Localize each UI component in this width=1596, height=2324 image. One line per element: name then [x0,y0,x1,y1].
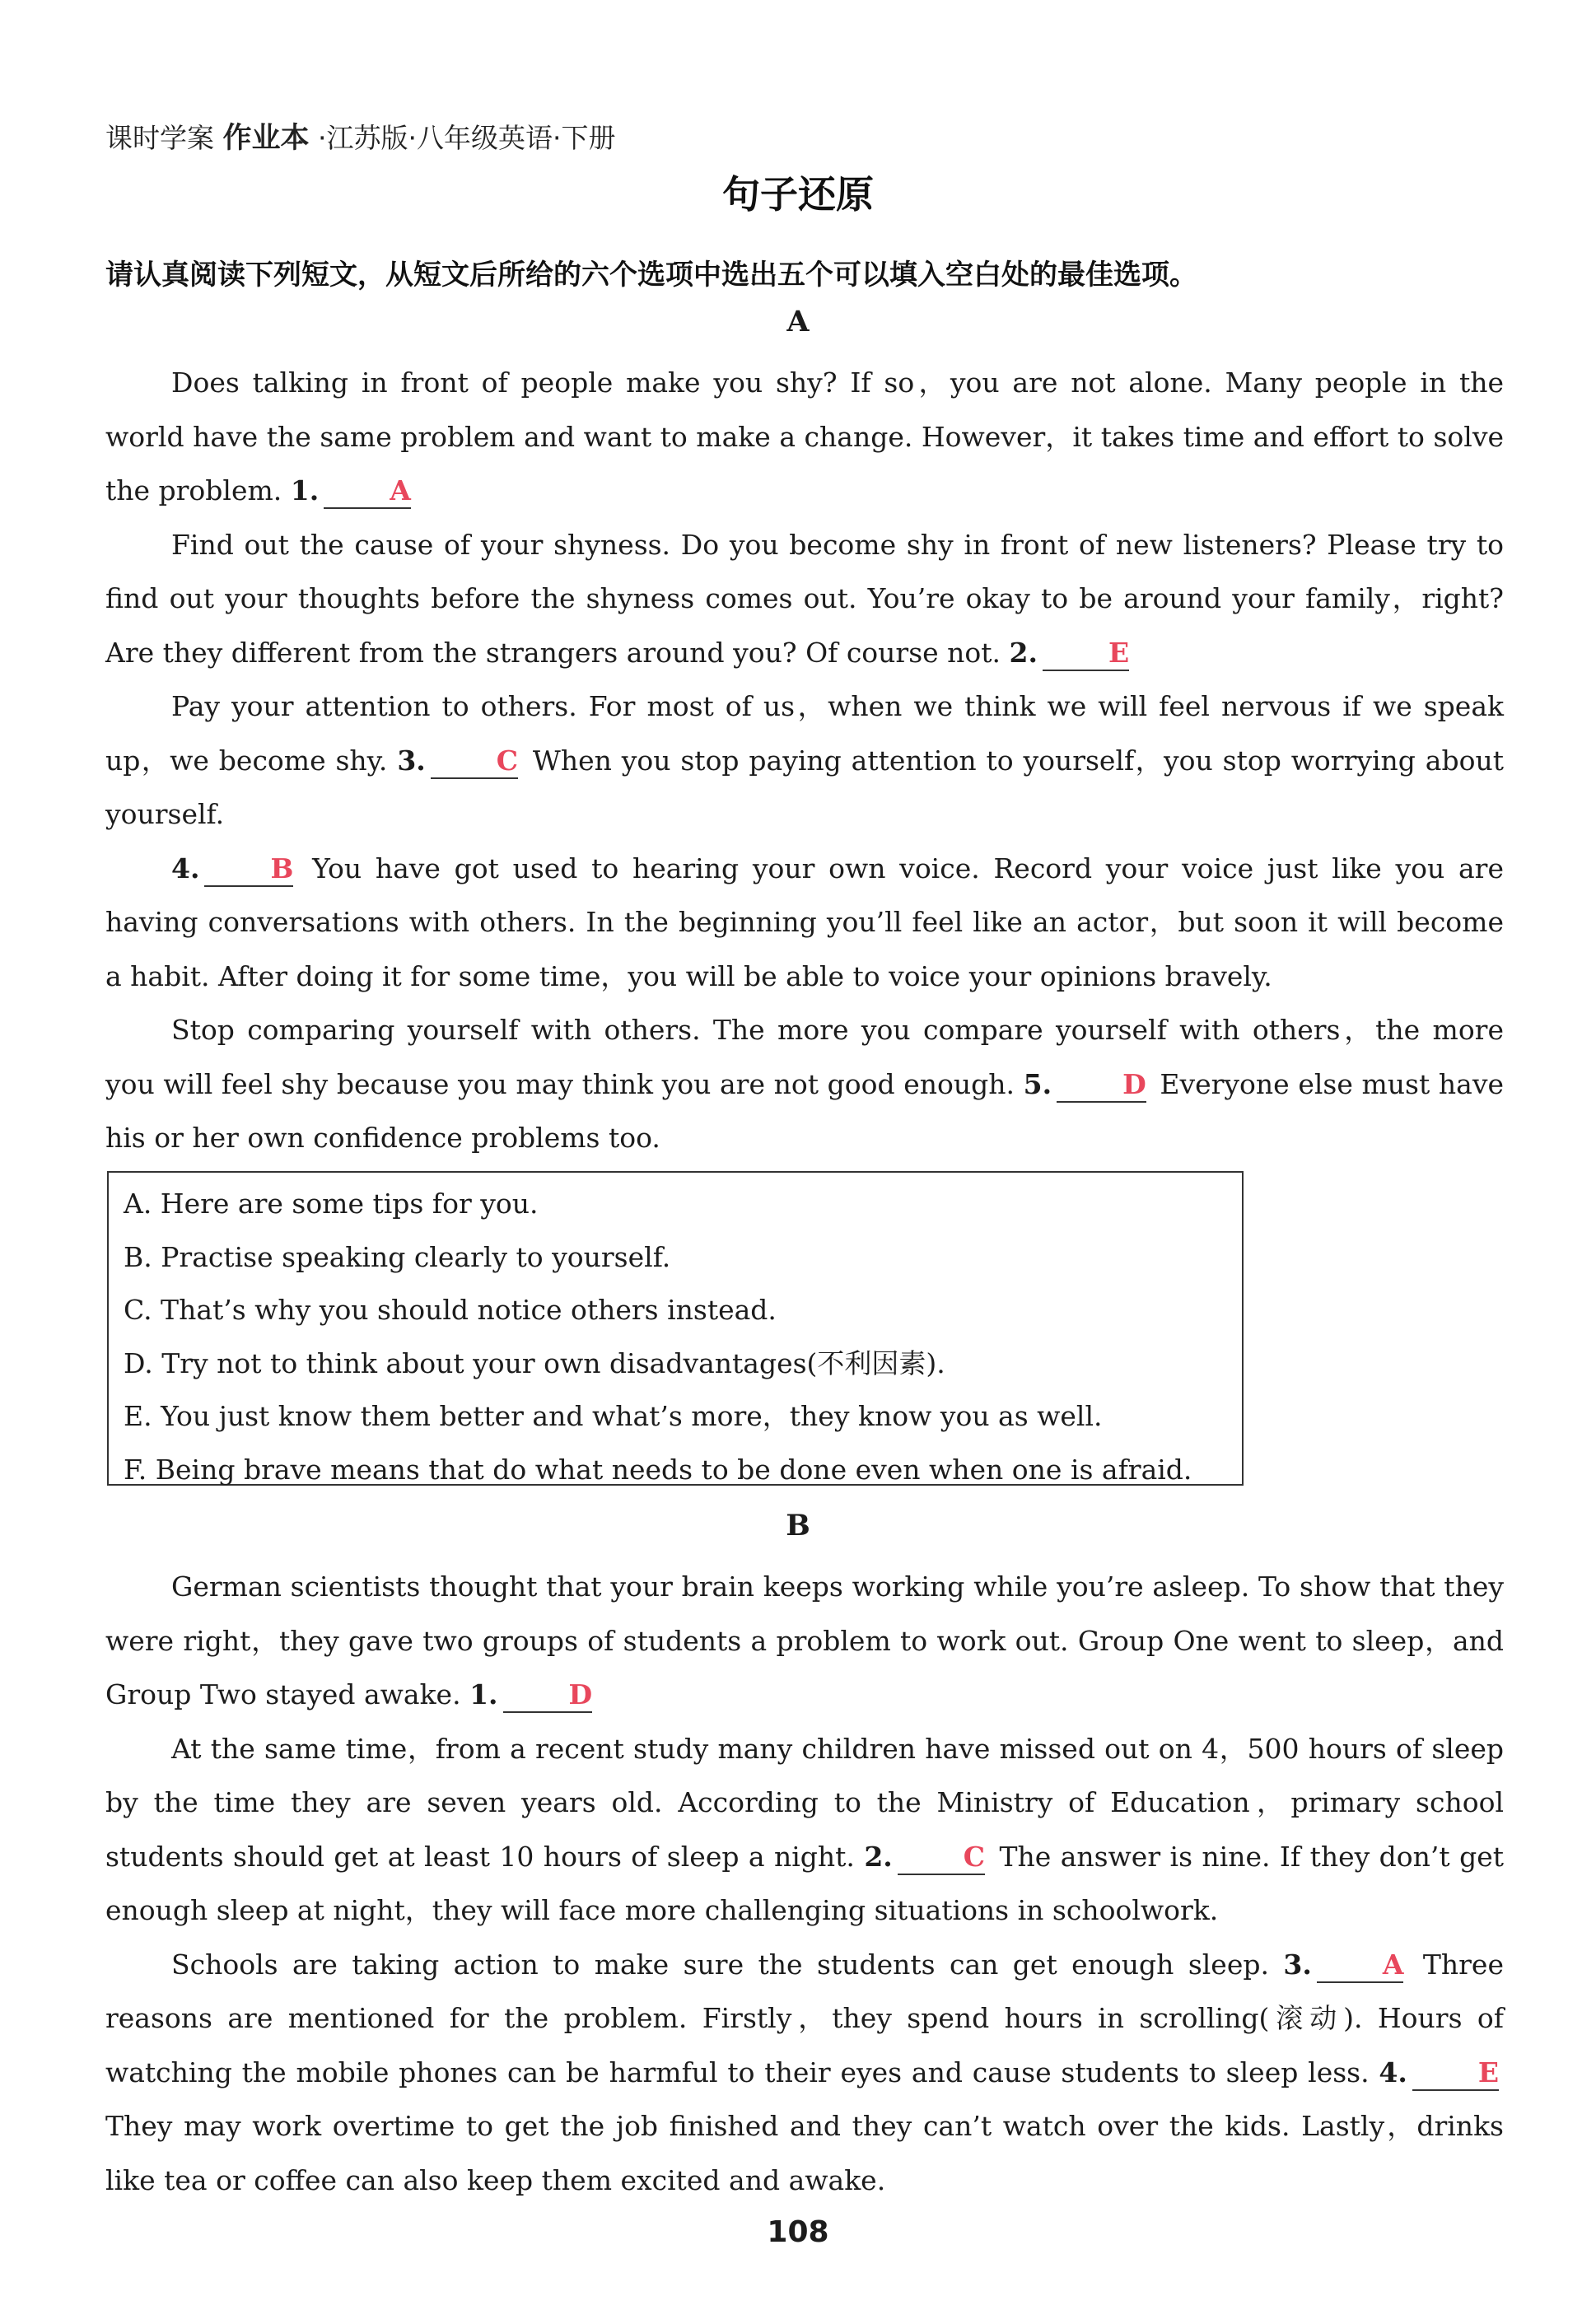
options-box [107,1171,1244,1486]
header-bold: 作业本 [222,122,310,155]
answer-mark: D [1122,1067,1146,1100]
answer-blank [431,744,518,779]
answer-mark: E [1477,2056,1499,2088]
b-paragraph-3: Schools are taking action to make sure the students can get enough sleep. 3. A Three reasons are mentioned for the problem. Firstly，they spend hours in scrolling(滚动). Hours of watching the mobile phones can be harmful to their eyes and cause students to sleep less. 4. E They may work overtime to get the job finished and they can’t watch over the kids. Lastly，drinks like tea or coffee can also keep them excited and awake. [105,1948,1504,2196]
question-number: 2. [864,1840,893,1873]
question-number: 1. [290,474,320,506]
answer-mark: E [1108,636,1130,669]
answer-mark: D [568,1678,593,1710]
question-number: 4. [1379,2056,1407,2088]
page-title: 句子还原 [722,172,874,217]
book-header [105,115,616,156]
answer-blank [204,852,293,887]
answer-blank [898,1841,985,1875]
a-paragraph-1: Does talking in front of people make you shy? If so，you are not alone. Many people in the world have the same problem and want to make a change. However，it takes time and effort to solve the problem. 1. A [105,356,1504,518]
question-number: 1. [469,1678,498,1710]
answer-blank [1317,1948,1404,1983]
option-e: E. You just know them better and what’s more，they know you as well. [124,1400,1103,1432]
question-number: 3. [397,744,426,777]
option-a: A. Here are some tips for you. [124,1188,539,1220]
answer-mark: C [963,1840,986,1873]
a-paragraph-5: Stop comparing yourself with others. The more you compare yourself with others，the more you will feel shy because you may think you are not good enough. 5. D Everyone else must have his or her own confidence problems too. [105,1014,1504,1154]
b-paragraph-1: German scientists thought that your brain keeps working while you’re asleep. To show that they were right，they gave two groups of students a problem to work out. Group One went to sleep，and Group Two stayed awake. 1. D [105,1560,1504,1722]
answer-mark: B [270,852,294,884]
question-number: 4. [171,852,200,884]
answer-mark: C [496,744,519,777]
section-a-passage [105,356,1504,1165]
instruction: 请认真阅读下列短文，从短文后所给的六个选项中选出五个可以填入空白处的最佳选项。 [105,259,1197,292]
header-suffix: ·江苏版·八年级英语·下册 [318,122,616,154]
answer-blank [1043,637,1129,671]
section-b-passage [105,1560,1504,2207]
answer-mark: A [1382,1948,1404,1981]
question-number: 2. [1009,636,1038,669]
a-paragraph-4: 4. B You have got used to hearing your own voice. Record your voice just like you are having conversations with others. In the beginning you’ll feel like an actor，but soon it will become a habit. After doing it for some time，you will be able to voice your opinions bravely. [105,852,1504,992]
question-number: 5. [1023,1067,1052,1100]
answer-blank [324,474,411,509]
question-number: 3. [1283,1948,1312,1981]
option-b: B. Practise speaking clearly to yourself. [124,1240,671,1273]
option-c: C. That’s why you should notice others instead. [124,1294,777,1326]
section-b-heading: B [786,1509,810,1542]
answer-blank [1412,2056,1499,2091]
answer-blank [503,1678,593,1713]
option-f: F. Being brave means that do what needs to be done even when one is afraid. [124,1453,1192,1486]
header-prefix: 课时学案 [105,122,214,154]
option-d: D. Try not to think about your own disadvantages(不利因素). [124,1346,945,1379]
page-number: 108 [767,2215,829,2249]
a-paragraph-3: Pay your attention to others. For most of us，when we think we will feel nervous if we speak up，we become shy. 3. C When you stop paying attention to yourself，you stop worrying about yourself. [105,690,1504,830]
b-paragraph-2: At the same time，from a recent study many children have missed out on 4，500 hours of sleep by the time they are seven years old. According to the Ministry of Education，primary school students should get at least 10 hours of sleep a night. 2. C The answer is nine. If they don’t get enough sleep at night，they will face more challenging situations in schoolwork. [105,1732,1504,1926]
answer-mark: A [390,474,411,506]
a-paragraph-2: Find out the cause of your shyness. Do you become shy in front of new listeners? Please try to find out your thoughts before the shyness comes out. You’re okay to be around your family，right? Are they different from the strangers around you? Of course not. 2. E [105,518,1504,680]
answer-blank [1057,1068,1146,1103]
section-a-heading: A [786,305,810,338]
